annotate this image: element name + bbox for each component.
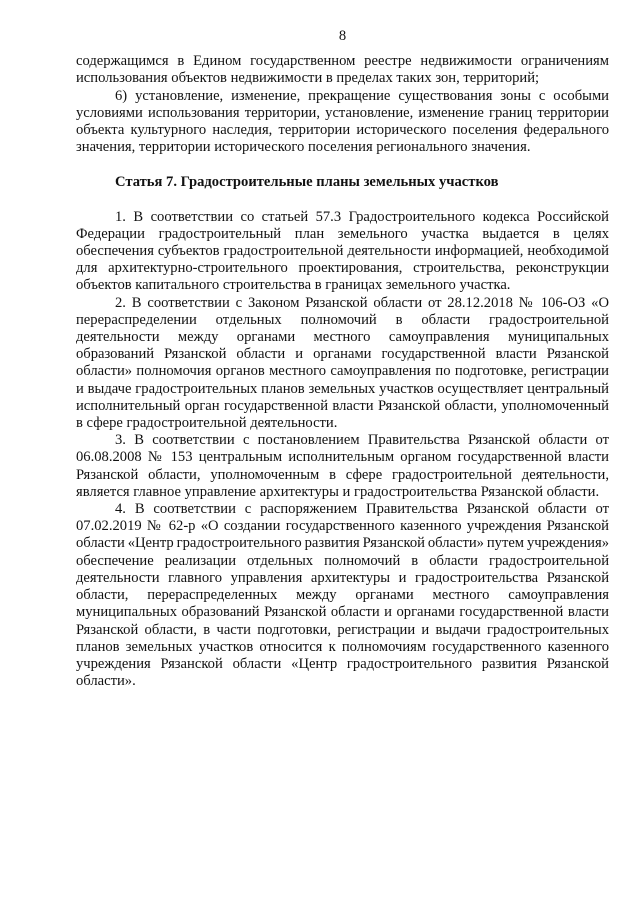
article-heading: Статья 7. Градостроительные планы земельных участков (115, 174, 499, 191)
paragraph-continuation: содержащимся в Едином государственном реестре недвижимости ограничениям использования объектов недвижимости в пределах таких зон, территорий; (76, 53, 609, 87)
article-paragraph-1: 1. В соответствии со статьей 57.3 Градостроительного кодекса Российской Федерации градостроительный план земельного участка выдается в целях обеспечения субъектов градостроительной деятельности информацией, необходимой для архитектурно-строительного проектирования, строительства, реконструкции объектов капитального строительства в границах земельного участка. (76, 208, 609, 294)
article-paragraph-4: 4. В соответствии с распоряжением Правительства Рязанской области от 07.02.2019 № 62-р «О создании государственного казенного учреждения Рязанской области «Центр градостроительного развития Рязанской области» путем учреждения» обеспечение реализации отдельных полномочий в области градостроительной деятельности главного управления архитектуры и градостроительства Рязанской области, перераспределенных между органами местного самоуправления муниципальных образований Рязанской области и органами государственной власти Рязанской области, в части подготовки, регистрации и выдачи градостроительных планов земельных участков относится к полномочиям государственного казенного учреждения Рязанской области «Центр градостроительного развития Рязанской области». (76, 501, 609, 690)
page-number: 8 (338, 28, 347, 44)
article-paragraph-2: 2. В соответствии с Законом Рязанской области от 28.12.2018 № 106-ОЗ «О перераспределении отдельных полномочий в области градостроительной деятельности между органами местного самоуправления муниципальных образований Рязанской области и органами государственной власти Рязанской области» полномочия органов местного самоуправления по подготовке, регистрации и выдаче градостроительных планов земельных участков осуществляет центральный исполнительный орган государственной власти Рязанской области, уполномоченный в сфере градостроительной деятельности. (76, 294, 609, 432)
article-paragraph-3: 3. В соответствии с постановлением Правительства Рязанской области от 06.08.2008 № 153 центральным исполнительным органом государственной власти Рязанской области, уполномоченным в сфере градостроительной деятельности, является главное управление архитектуры и градостроительства Рязанской области. (76, 432, 609, 500)
document-page (76, 28, 609, 690)
paragraph-item-6: 6) установление, изменение, прекращение существования зоны с особыми условиями использования территории, установление, изменение границ территории объекта культурного наследия, территории исторического поселения федерального значения, территории исторического поселения регионального значения. (76, 87, 609, 156)
